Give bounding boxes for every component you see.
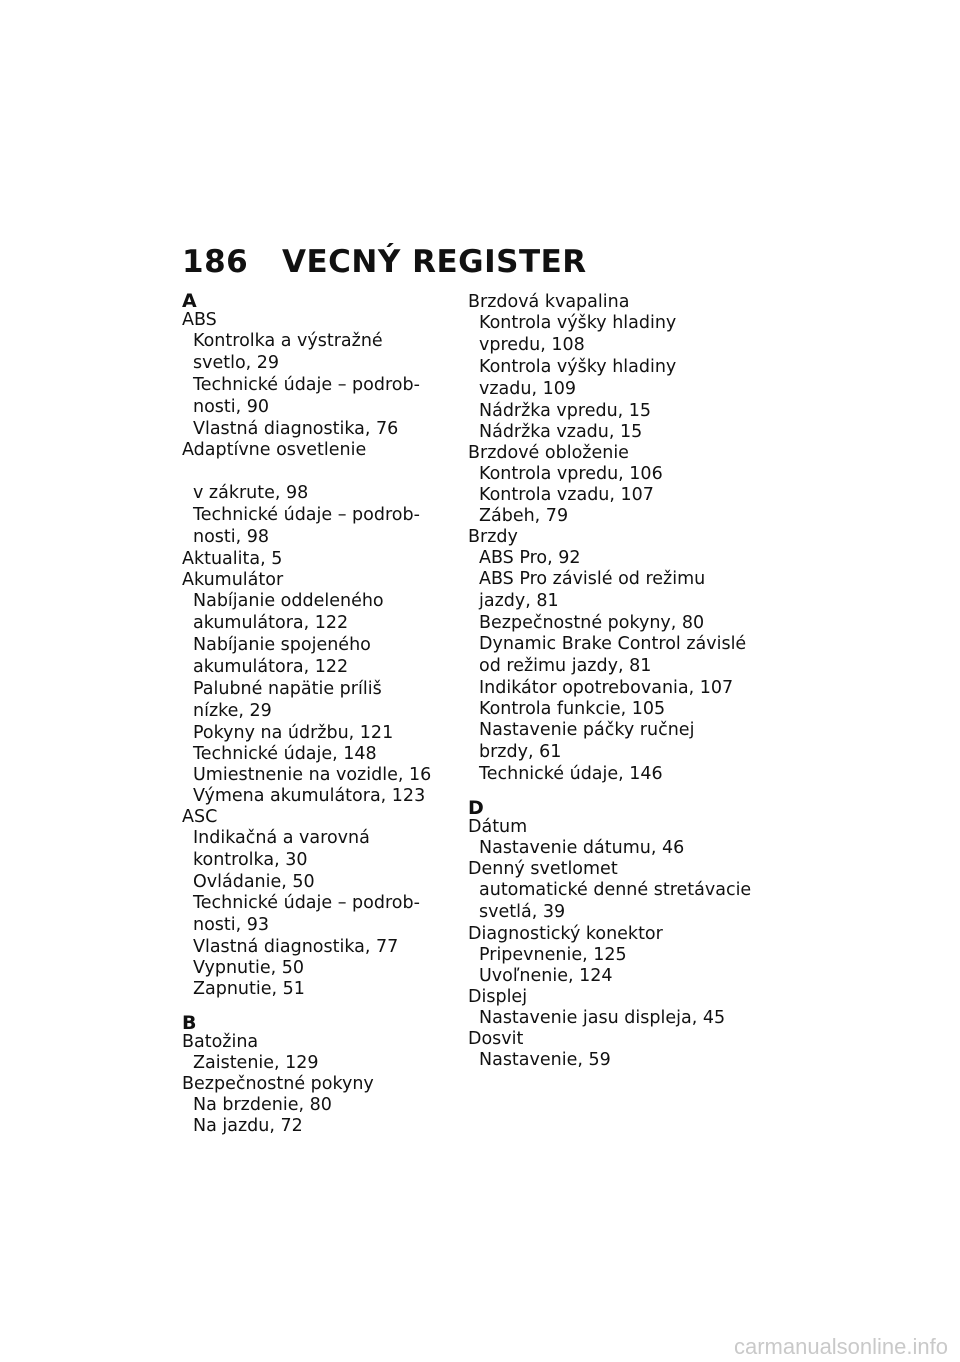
- index-subentry-line: Kontrola vpredu, 106: [479, 464, 663, 484]
- index-subentry-line: Ovládanie, 50: [193, 872, 315, 892]
- index-subentry-line: Zaistenie, 129: [193, 1053, 319, 1073]
- index-subentry-line: Pripevnenie, 125: [479, 945, 627, 965]
- index-term: Dosvit: [468, 1029, 524, 1049]
- index-subentry: [468, 838, 738, 859]
- index-subentry: [182, 419, 452, 440]
- index-term: Batožina: [182, 1032, 259, 1052]
- page-title: VECNÝ REGISTER: [282, 244, 587, 280]
- index-subentry-line: svetlá, 39: [479, 902, 566, 922]
- index-subentry: [468, 357, 738, 401]
- index-subentry-line: Na brzdenie, 80: [193, 1095, 332, 1115]
- index-subentry-line: Kontrola funkcie, 105: [479, 699, 666, 719]
- index-subentry-line: nosti, 90: [193, 397, 270, 417]
- index-term: ASC: [182, 807, 218, 827]
- index-subentry: [182, 505, 452, 549]
- page-header: [182, 244, 587, 280]
- index-letter: A: [182, 290, 197, 312]
- index-subentry: [182, 461, 452, 505]
- index-subentry: [468, 764, 738, 785]
- index-subentry: [468, 678, 738, 699]
- index-subentry: [468, 506, 738, 527]
- index-subentry: [468, 464, 738, 485]
- index-subentry-line: Nádržka vzadu, 15: [479, 422, 643, 442]
- index-subentry: [182, 1053, 452, 1074]
- index-subentry: [468, 485, 738, 506]
- index-subentry: [468, 569, 738, 613]
- index-subentry-line: Vypnutie, 50: [193, 958, 305, 978]
- index-subentry-line: kontrolka, 30: [193, 850, 308, 870]
- index-term: ABS: [182, 310, 217, 330]
- index-subentry: [182, 591, 452, 635]
- index-term: Bezpečnostné pokyny: [182, 1074, 374, 1094]
- index-term: Brzdová kvapalina: [468, 292, 630, 312]
- index-subentry-line: automatické denné stretávacie: [479, 880, 752, 900]
- index-subentry-line: svetlo, 29: [193, 353, 280, 373]
- index-subentry-line: Kontrola výšky hladiny: [479, 357, 677, 377]
- index-subentry: [182, 1095, 452, 1116]
- index-subentry-line: Nastavenie jasu displeja, 45: [479, 1008, 726, 1028]
- index-term: Diagnostický konektor: [468, 924, 663, 944]
- index-subentry-line: od režimu jazdy, 81: [479, 656, 652, 676]
- index-subentry-line: Nádržka vpredu, 15: [479, 401, 652, 421]
- index-subentry-line: Technické údaje – podrob-: [193, 505, 420, 525]
- index-subentry-line: Zapnutie, 51: [193, 979, 305, 999]
- index-subentry-line: [193, 461, 452, 482]
- index-term: Denný svetlomet: [468, 859, 618, 879]
- index-subentry-line: Indikátor opotrebovania, 107: [479, 678, 734, 698]
- index-subentry: [182, 744, 452, 765]
- index-subentry-line: Vlastná diagnostika, 77: [193, 937, 399, 957]
- index-subentry: [182, 1116, 452, 1137]
- index-subentry-line: Nabíjanie spojeného: [193, 635, 371, 655]
- index-subentry: [468, 1050, 738, 1071]
- index-subentry-line: Výmena akumulátora, 123: [193, 786, 426, 806]
- index-subentry-line: nosti, 93: [193, 915, 270, 935]
- index-subentry-line: ABS Pro, 92: [479, 548, 581, 568]
- index-subentry-line: Na jazdu, 72: [193, 1116, 303, 1136]
- index-subentry-line: Bezpečnostné pokyny, 80: [479, 613, 705, 633]
- index-subentry-line: nosti, 98: [193, 527, 270, 547]
- index-term: Dátum: [468, 817, 528, 837]
- index-subentry: [182, 331, 452, 375]
- index-subentry: [468, 720, 738, 764]
- index-subentry: [468, 401, 738, 422]
- index-subentry: [182, 679, 452, 723]
- index-subentry-line: Technické údaje, 146: [479, 764, 663, 784]
- index-term: Aktualita, 5: [182, 549, 283, 569]
- index-subentry: [182, 958, 452, 979]
- index-subentry: [182, 872, 452, 893]
- index-subentry-line: Umiestnenie na vozidle, 16: [193, 765, 432, 785]
- index-subentry-line: v zákrute, 98: [193, 483, 309, 503]
- index-subentry-line: Vlastná diagnostika, 76: [193, 419, 399, 439]
- index-subentry: [468, 634, 747, 678]
- index-subentry: [182, 635, 452, 679]
- index-subentry: [468, 880, 752, 924]
- index-subentry: [468, 945, 738, 966]
- index-column-left: [182, 292, 452, 1137]
- index-subentry-line: Dynamic Brake Control závislé: [479, 634, 747, 654]
- index-subentry: [468, 613, 738, 634]
- watermark: carmanualsonline.info: [733, 1334, 948, 1359]
- index-subentry: [182, 723, 452, 744]
- page-number: 186: [182, 244, 249, 280]
- index-subentry: [468, 699, 738, 720]
- index-subentry: [468, 422, 738, 443]
- index-subentry-line: Nastavenie, 59: [479, 1050, 611, 1070]
- index-subentry-line: vpredu, 108: [479, 335, 585, 355]
- index-term: Brzdové obloženie: [468, 443, 629, 463]
- index-subentry-line: Nastavenie dátumu, 46: [479, 838, 685, 858]
- index-term: Adaptívne osvetlenie: [182, 440, 367, 460]
- index-term: Displej: [468, 987, 528, 1007]
- index-subentry-line: Kontrolka a výstražné: [193, 331, 383, 351]
- index-subentry: [182, 828, 452, 872]
- index-subentry-line: brzdy, 61: [479, 742, 562, 762]
- index-subentry: [468, 1008, 738, 1029]
- index-term: Akumulátor: [182, 570, 284, 590]
- index-letter: D: [468, 797, 484, 819]
- index-column-right: [468, 292, 752, 1071]
- index-subentry-line: vzadu, 109: [479, 379, 576, 399]
- index-subentry: [468, 548, 738, 569]
- index-subentry: [182, 893, 452, 937]
- index-subentry: [182, 786, 452, 807]
- index-subentry-line: Kontrola vzadu, 107: [479, 485, 654, 505]
- index-subentry: [182, 375, 452, 419]
- index-subentry: [468, 966, 738, 987]
- index-subentry-line: Palubné napätie príliš: [193, 679, 382, 699]
- index-subentry: [182, 765, 452, 786]
- index-subentry-line: Uvoľnenie, 124: [479, 966, 613, 986]
- index-subentry: [182, 937, 452, 958]
- index-subentry-line: Kontrola výšky hladiny: [479, 313, 677, 333]
- index-subentry-line: jazdy, 81: [479, 591, 559, 611]
- index-subentry-line: akumulátora, 122: [193, 613, 349, 633]
- index-letter: B: [182, 1012, 197, 1034]
- index-subentry: [182, 979, 452, 1000]
- index-subentry-line: Indikačná a varovná: [193, 828, 370, 848]
- index-subentry-line: Pokyny na údržbu, 121: [193, 723, 394, 743]
- index-subentry-line: Nastavenie páčky ručnej: [479, 720, 695, 740]
- index-subentry-line: Nabíjanie oddeleného: [193, 591, 384, 611]
- index-subentry-line: ABS Pro závislé od režimu: [479, 569, 706, 589]
- index-subentry-line: Zábeh, 79: [479, 506, 569, 526]
- index-subentry-line: nízke, 29: [193, 701, 272, 721]
- index-subentry-line: Technické údaje, 148: [193, 744, 377, 764]
- index-term: Brzdy: [468, 527, 518, 547]
- index-subentry-line: Technické údaje – podrob-: [193, 893, 420, 913]
- index-subentry: [468, 313, 738, 357]
- index-subentry-line: akumulátora, 122: [193, 657, 349, 677]
- index-subentry-line: Technické údaje – podrob-: [193, 375, 420, 395]
